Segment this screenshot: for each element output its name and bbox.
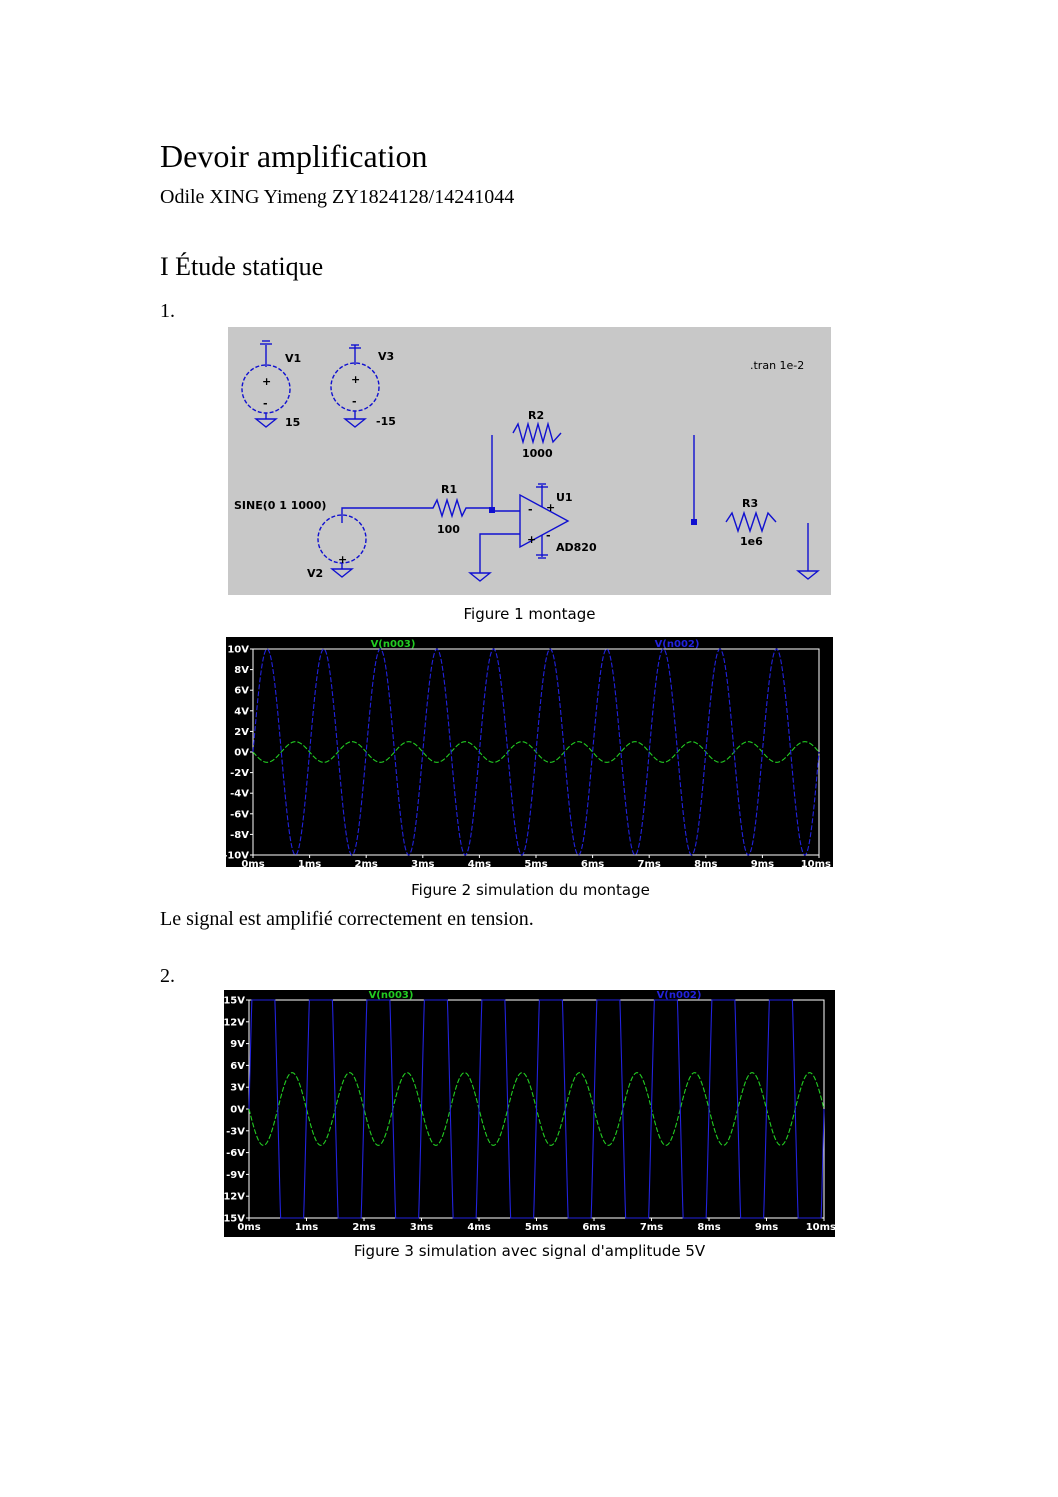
- u1-minus-rail: -: [546, 529, 551, 542]
- fig2-ytick-label: -8V: [230, 829, 249, 841]
- figure-2-caption: Figure 2 simulation du montage: [411, 881, 650, 899]
- fig3-ytick-label: -15V: [219, 1213, 245, 1225]
- item-number-2: 2.: [160, 965, 175, 987]
- fig3-xtick-label: 7ms: [639, 1222, 664, 1233]
- r1-label: R1: [441, 483, 458, 496]
- figure-1-caption: Figure 1 montage: [463, 605, 596, 623]
- fig2-xtick-label: 0ms: [241, 859, 265, 870]
- v1-label: V1: [285, 352, 302, 365]
- u1-model: AD820: [556, 541, 597, 554]
- fig3-ytick-label: 0V: [230, 1104, 245, 1116]
- fig2-xtick-label: 6ms: [580, 859, 605, 870]
- fig3-ytick-label: 12V: [223, 1017, 245, 1029]
- r2-label: R2: [528, 409, 545, 422]
- fig2-legend-2: V(n002): [654, 639, 700, 650]
- v2-label: V2: [307, 567, 324, 580]
- fig3-xtick-label: 4ms: [467, 1222, 491, 1233]
- fig2-ytick-label: -10V: [223, 850, 249, 862]
- fig3-background: [224, 990, 835, 1237]
- author-line: Odile XING Yimeng ZY1824128/14241044: [160, 186, 515, 208]
- fig2-xtick-label: 9ms: [750, 859, 775, 870]
- paragraph-text: Le signal est amplifié correctement en tension.: [160, 908, 534, 930]
- v3-label: V3: [378, 350, 395, 363]
- u1-minus: -: [528, 503, 533, 516]
- item-number-1: 1.: [160, 300, 175, 322]
- fig3-ytick-label: -12V: [219, 1191, 245, 1203]
- fig2-xtick-label: 7ms: [637, 859, 661, 870]
- v1-value: 15: [285, 416, 301, 429]
- v3-minus: -: [352, 395, 357, 408]
- figure-3-caption: Figure 3 simulation avec signal d'amplitude 5V: [353, 1242, 706, 1260]
- fig3-xtick-label: 5ms: [524, 1222, 549, 1233]
- fig3-ytick-label: -3V: [226, 1126, 245, 1138]
- tran-directive: .tran 1e-2: [750, 359, 805, 372]
- fig2-xtick-label: 10ms: [800, 859, 831, 870]
- fig2-ytick-label: 8V: [234, 665, 249, 677]
- u1-plus-rail: +: [546, 501, 556, 514]
- fig2-legend-1: V(n003): [370, 639, 416, 650]
- node-marker: [489, 507, 495, 513]
- figure-3-chart: [219, 990, 836, 1237]
- schematic-background: [228, 327, 831, 595]
- r2-value: 1000: [522, 447, 553, 460]
- fig2-xtick-label: 1ms: [297, 859, 322, 870]
- fig2-ytick-label: -6V: [230, 809, 249, 821]
- u1-label: U1: [556, 491, 573, 504]
- fig3-ytick-label: 9V: [230, 1039, 245, 1051]
- fig2-ytick-label: 4V: [234, 706, 249, 718]
- fig3-xtick-label: 1ms: [294, 1222, 319, 1233]
- fig2-xtick-label: 3ms: [411, 859, 435, 870]
- fig3-ytick-label: 6V: [230, 1060, 245, 1072]
- fig2-xtick-label: 4ms: [467, 859, 492, 870]
- fig3-ytick-label: -6V: [226, 1148, 245, 1160]
- fig3-xtick-label: 9ms: [754, 1222, 779, 1233]
- fig2-xtick-label: 2ms: [354, 859, 378, 870]
- r3-label: R3: [742, 497, 759, 510]
- v2-plus: +: [338, 553, 348, 566]
- fig3-xtick-label: 0ms: [237, 1222, 261, 1233]
- fig3-xtick-label: 10ms: [805, 1222, 836, 1233]
- v2-source-spec: SINE(0 1 1000): [234, 499, 327, 512]
- r1-value: 100: [437, 523, 460, 536]
- v3-value: -15: [376, 415, 396, 428]
- fig2-ytick-label: 0V: [234, 747, 249, 759]
- fig2-ytick-label: 10V: [227, 644, 249, 656]
- fig3-xtick-label: 2ms: [352, 1222, 376, 1233]
- fig2-ytick-label: -2V: [230, 768, 249, 780]
- fig3-ytick-label: 3V: [230, 1082, 245, 1094]
- v3-plus: +: [351, 373, 361, 386]
- section-heading: I Étude statique: [160, 252, 324, 281]
- fig3-xtick-label: 3ms: [409, 1222, 434, 1233]
- fig2-xtick-label: 8ms: [694, 859, 718, 870]
- fig2-ytick-label: 2V: [234, 726, 249, 738]
- r3-value: 1e6: [740, 535, 763, 548]
- fig3-legend-2: V(n002): [656, 990, 702, 1001]
- v1-minus: -: [263, 397, 268, 410]
- fig2-xtick-label: 5ms: [524, 859, 548, 870]
- figure-2-chart: [223, 637, 833, 870]
- output-node-marker: [691, 519, 697, 525]
- fig3-legend-1: V(n003): [368, 990, 414, 1001]
- fig3-ytick-label: -9V: [226, 1169, 245, 1181]
- fig3-xtick-label: 6ms: [582, 1222, 606, 1233]
- document-title: Devoir amplification: [160, 138, 428, 174]
- u1-plus: +: [527, 533, 537, 546]
- fig3-xtick-label: 8ms: [697, 1222, 721, 1233]
- figure-1-schematic: [228, 327, 831, 595]
- fig2-ytick-label: 6V: [234, 685, 249, 697]
- fig3-ytick-label: 15V: [223, 995, 245, 1007]
- fig2-ytick-label: -4V: [230, 788, 249, 800]
- v1-plus: +: [262, 375, 272, 388]
